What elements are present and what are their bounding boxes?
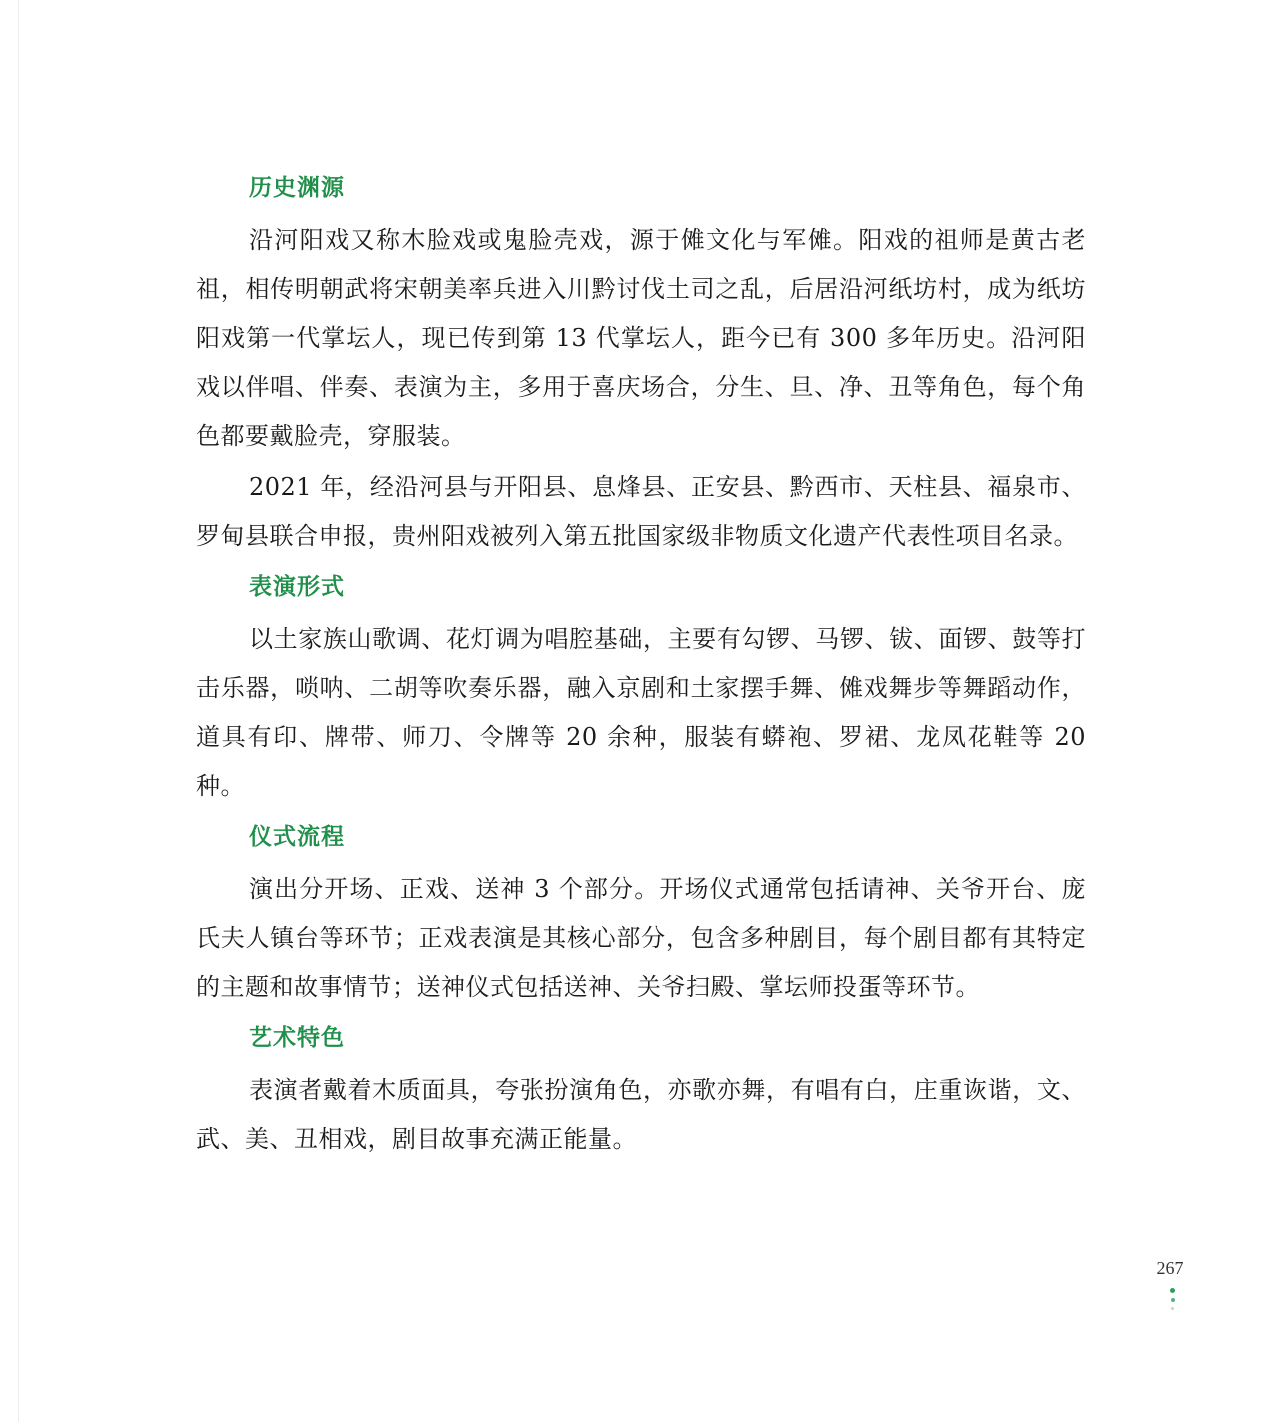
dot-icon — [1171, 1307, 1174, 1310]
paragraph: 以土家族山歌调、花灯调为唱腔基础，主要有勾锣、马锣、钹、面锣、鼓等打击乐器，唢呐、二胡等吹奏乐器，融入京剧和土家摆手舞、傩戏舞步等舞蹈动作，道具有印、牌带、师刀、令牌等 20 余种，服装有蟒袍、罗裙、龙凤花鞋等 20 种。 — [196, 625, 1086, 800]
paragraph: 演出分开场、正戏、送神 3 个部分。开场仪式通常包括请神、关爷开台、庞氏夫人镇台等环节；正戏表演是其核心部分，包含多种剧目，每个剧目都有其特定的主题和故事情节；送神仪式包括送神、关爷扫殿、掌坛师投蛋等环节。 — [196, 875, 1086, 1001]
page-edge — [18, 0, 19, 1422]
section-heading: 仪式流程 — [249, 824, 345, 850]
section-heading: 表演形式 — [249, 574, 345, 600]
page-content — [196, 168, 1086, 1170]
section-heading: 艺术特色 — [249, 1025, 345, 1051]
section-history — [196, 168, 1086, 561]
dot-icon — [1171, 1298, 1175, 1302]
paragraph: 2021 年，经沿河县与开阳县、息烽县、正安县、黔西市、天柱县、福泉市、罗甸县联合申报，贵州阳戏被列入第五批国家级非物质文化遗产代表性项目名录。 — [196, 473, 1086, 550]
section-ritual-process — [196, 817, 1086, 1012]
section-artistic-features — [196, 1018, 1086, 1164]
section-performance-form — [196, 567, 1086, 811]
section-heading: 历史渊源 — [249, 175, 345, 201]
paragraph: 沿河阳戏又称木脸戏或鬼脸壳戏，源于傩文化与军傩。阳戏的祖师是黄古老祖，相传明朝武将宋朝美率兵进入川黔讨伐土司之乱，后居沿河纸坊村，成为纸坊阳戏第一代掌坛人，现已传到第 13 代掌坛人，距今已有 300 多年历史。沿河阳戏以伴唱、伴奏、表演为主，多用于喜庆场合，分生、旦、净、丑等角色，每个角色都要戴脸壳，穿服装。 — [196, 226, 1086, 450]
dot-icon — [1170, 1288, 1175, 1293]
page-dots-ornament — [1166, 1288, 1180, 1318]
paragraph: 表演者戴着木质面具，夸张扮演角色，亦歌亦舞，有唱有白，庄重诙谐，文、武、美、丑相戏，剧目故事充满正能量。 — [196, 1076, 1086, 1153]
page-number: 267 — [1156, 1258, 1184, 1278]
